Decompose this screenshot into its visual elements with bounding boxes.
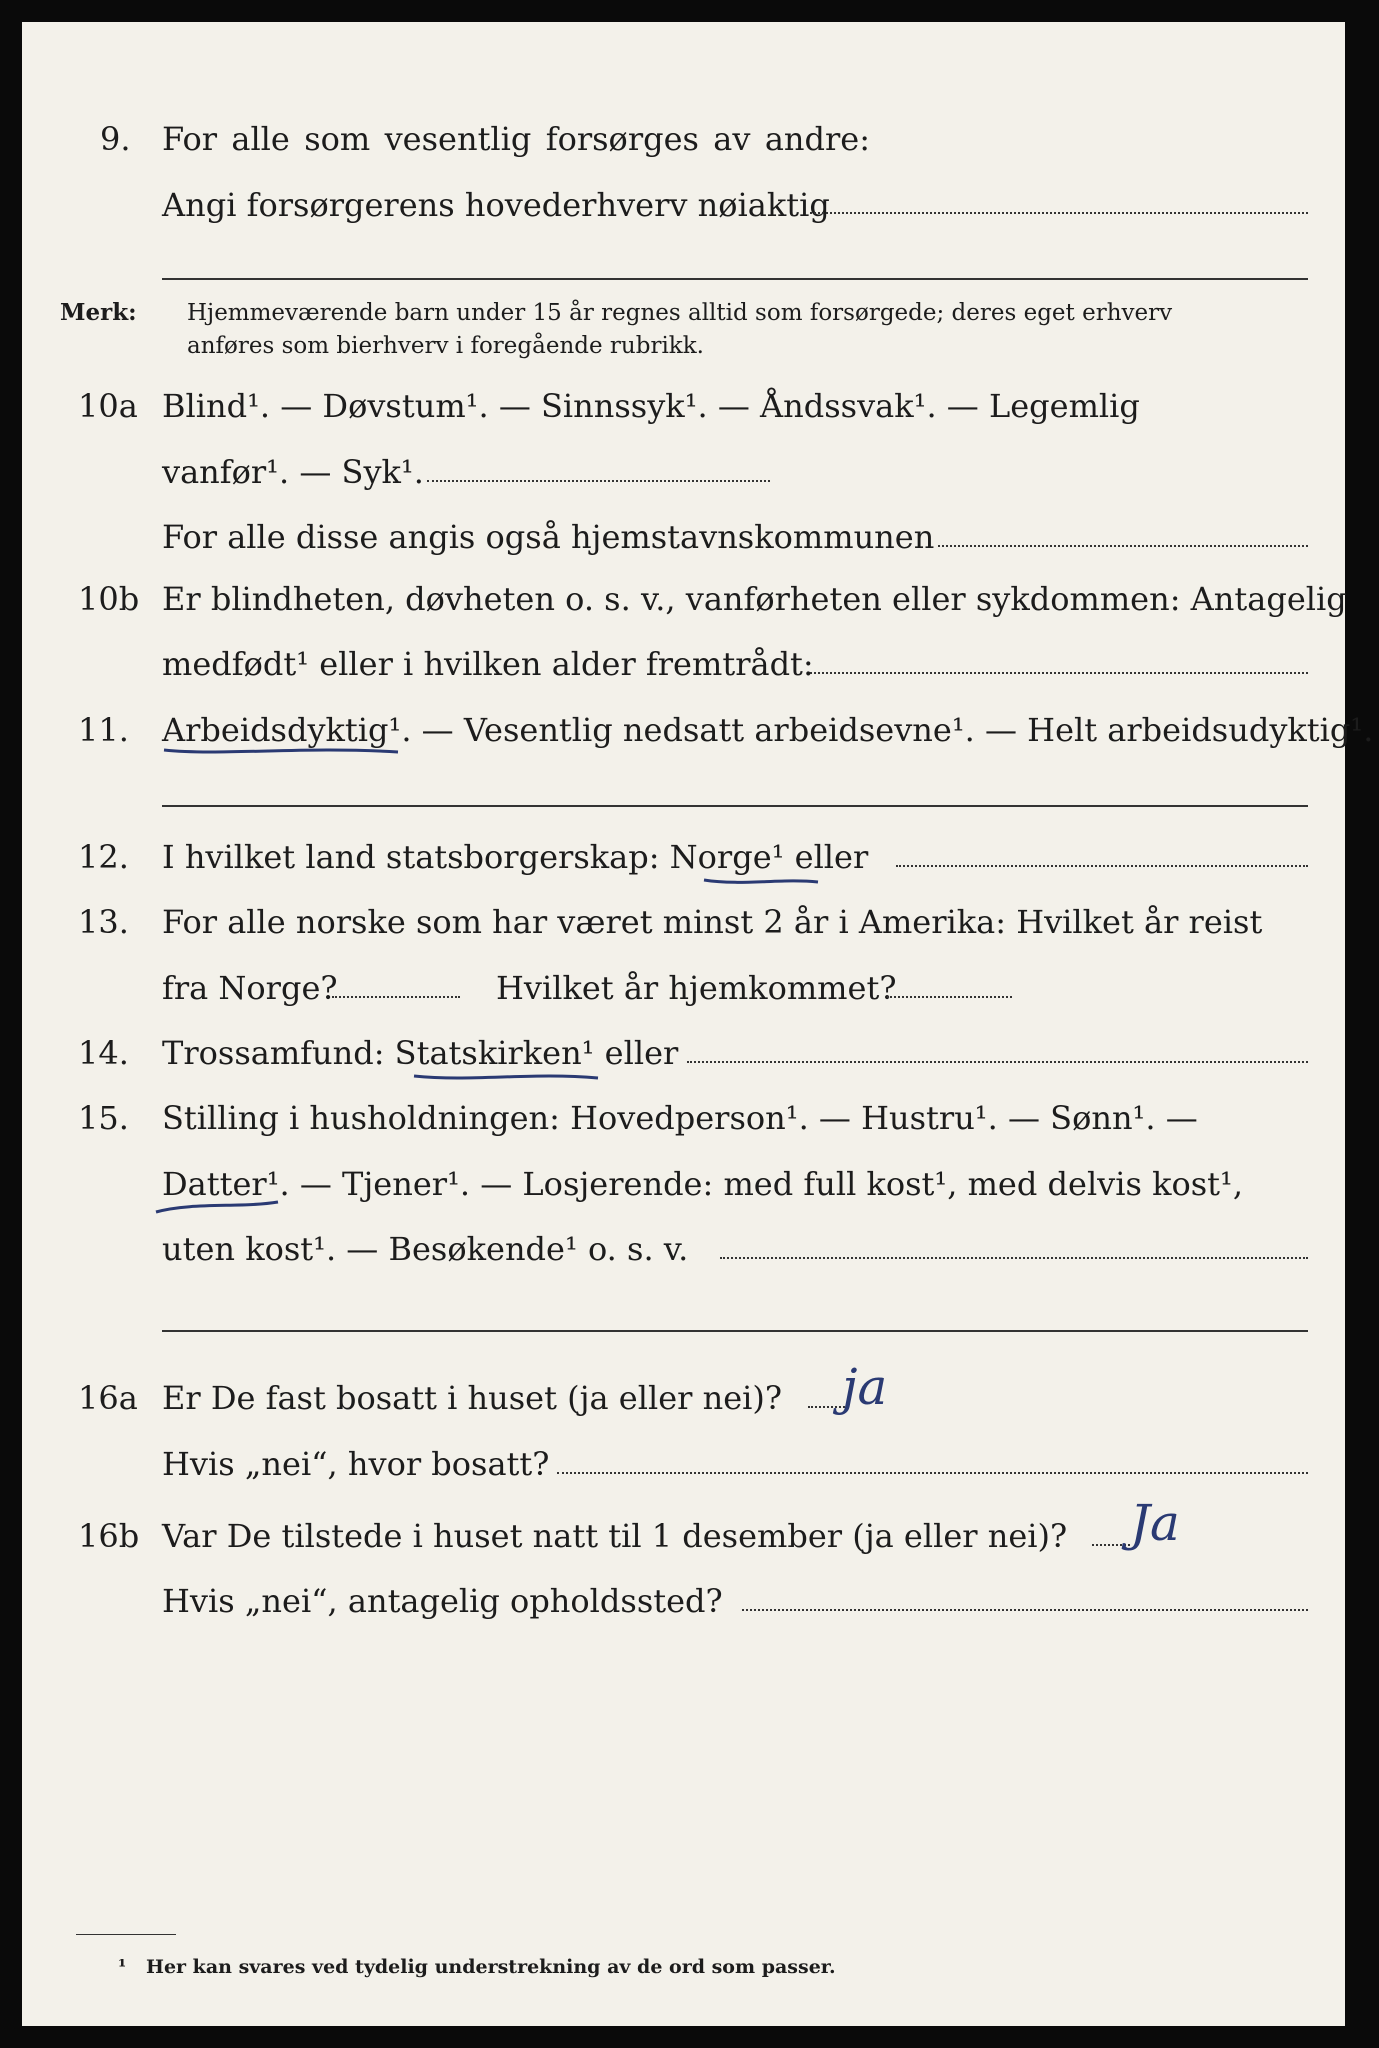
q9-answer-line-2[interactable] xyxy=(162,278,1308,280)
q10a-hometown-line[interactable] xyxy=(938,545,1308,547)
q13-line2a: fra Norge? xyxy=(162,969,338,1007)
q11-number: 11. xyxy=(78,711,129,749)
merk-label: Merk: xyxy=(60,299,137,326)
q10b-line2: medfødt¹ eller i hvilken alder fremtrådt: xyxy=(162,645,814,683)
q9-line1: For alle som vesentlig forsørges av andre: xyxy=(162,120,870,158)
q10a-line3: For alle disse angis også hjemstavnskommunen xyxy=(162,518,935,556)
q15-answer-line[interactable] xyxy=(720,1257,1308,1259)
q13-line1: For alle norske som har været minst 2 år i Amerika: Hvilket år reist xyxy=(162,903,1263,941)
q14-line1: Trossamfund: Statskirken¹ eller xyxy=(162,1034,679,1072)
q13-line2b: Hvilket år hjemkommet? xyxy=(496,969,897,1007)
q10a-answer-line[interactable] xyxy=(427,480,770,482)
q16b-handwritten-answer: Ja xyxy=(1130,1494,1180,1552)
q9-line2: Angi forsørgerens hovederhverv nøiaktig xyxy=(162,186,830,224)
q15-line3: uten kost¹. — Besøkende¹ o. s. v. xyxy=(162,1230,689,1268)
q11-underline-mark xyxy=(162,742,402,762)
q14-answer-line[interactable] xyxy=(687,1061,1308,1063)
census-form-page xyxy=(22,22,1374,2026)
q11-answer-line[interactable] xyxy=(162,805,1308,807)
q15-underline-mark xyxy=(152,1196,282,1220)
q10a-line1: Blind¹. — Døvstum¹. — Sinnssyk¹. — Åndssvak¹. — Legemlig xyxy=(162,387,1140,425)
q10b-answer-line[interactable] xyxy=(810,672,1308,674)
q16b-number: 16b xyxy=(78,1517,140,1555)
q16a-line2: Hvis „nei“, hvor bosatt? xyxy=(162,1445,550,1483)
footnote-text: Her kan svares ved tydelig understrekning av de ord som passer. xyxy=(146,1956,836,1978)
q10b-number: 10b xyxy=(78,580,140,618)
q15-line2: Datter¹. — Tjener¹. — Losjerende: med full kost¹, med delvis kost¹, xyxy=(162,1165,1244,1203)
q11-line1: Arbeidsdyktig¹. — Vesentlig nedsatt arbeidsevne¹. — Helt arbeidsudyktig¹. xyxy=(162,711,1374,749)
q12-line1: I hvilket land statsborgerskap: Norge¹ eller xyxy=(162,838,869,876)
q16a-handwritten-answer: ja xyxy=(842,1358,888,1416)
footnote-marker: ¹ xyxy=(118,1956,127,1978)
q9-number: 9. xyxy=(100,120,131,158)
footnote-rule xyxy=(76,1934,176,1935)
q13-number: 13. xyxy=(78,903,129,941)
q12-answer-line[interactable] xyxy=(896,865,1308,867)
q12-underline-mark xyxy=(702,874,822,890)
merk-line2: anføres som bierhverv i foregående rubrikk. xyxy=(187,333,704,359)
q14-number: 14. xyxy=(78,1034,129,1072)
q13-returned-line[interactable] xyxy=(887,996,1012,998)
q10b-line1: Er blindheten, døvheten o. s. v., vanførheten eller sykdommen: Antagelig xyxy=(162,580,1347,618)
q10a-line2: vanfør¹. — Syk¹. xyxy=(162,453,424,491)
q16b-location-line[interactable] xyxy=(742,1609,1308,1611)
q15-answer-line-2[interactable] xyxy=(162,1330,1308,1332)
q16b-line1: Var De tilstede i huset natt til 1 desember (ja eller nei)? xyxy=(162,1517,1068,1555)
q9-answer-line[interactable] xyxy=(810,212,1308,214)
q10a-number: 10a xyxy=(78,387,138,425)
q16a-residence-line[interactable] xyxy=(557,1472,1308,1474)
q15-number: 15. xyxy=(78,1099,129,1137)
q16b-answer-line[interactable] xyxy=(1092,1544,1130,1546)
q12-number: 12. xyxy=(78,838,129,876)
q15-line1: Stilling i husholdningen: Hovedperson¹. — Hustru¹. — Sønn¹. — xyxy=(162,1099,1198,1137)
q13-departed-line[interactable] xyxy=(332,996,460,998)
merk-line1: Hjemmeværende barn under 15 år regnes alltid som forsørgede; deres eget erhverv xyxy=(187,300,1173,326)
q16b-line2: Hvis „nei“, antagelig opholdssted? xyxy=(162,1582,723,1620)
q16a-line1: Er De fast bosatt i huset (ja eller nei)? xyxy=(162,1379,783,1417)
q16a-number: 16a xyxy=(78,1379,138,1417)
q14-underline-mark xyxy=(412,1068,602,1088)
